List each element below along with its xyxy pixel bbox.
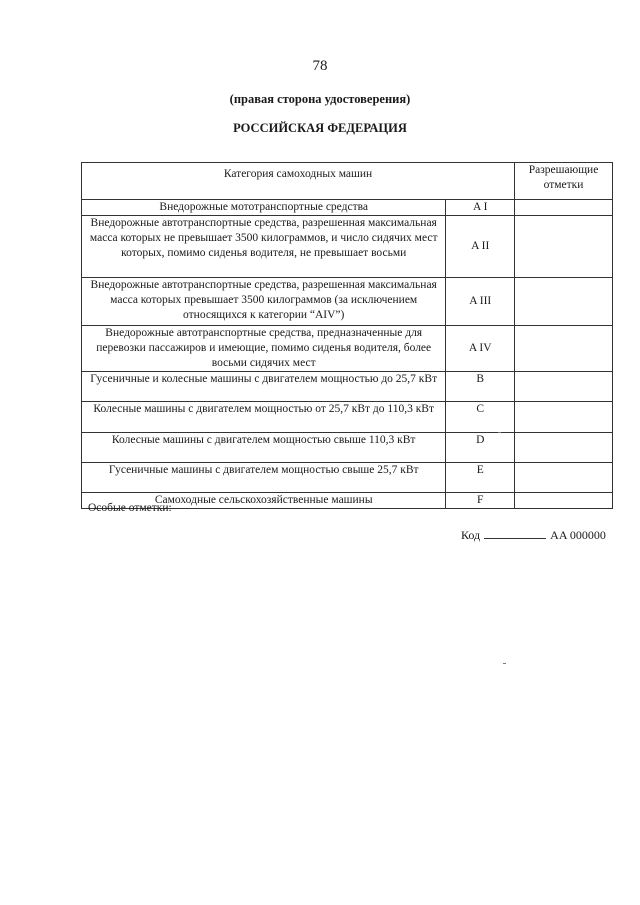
row-description: Колесные машины с двигателем мощностью свыше 110,3 кВт [82,433,446,463]
row-category-code: A III [446,278,515,326]
header-category: Категория самоходных машин [82,163,515,200]
code-value: AA 000000 [550,528,606,542]
row-description: Гусеничные и колесные машины с двигателем мощностью до 25,7 кВт [82,372,446,402]
row-category-code: E [446,463,515,493]
row-category-code: D [446,433,515,463]
row-description: Самоходные сельскохозяйственные машины [82,493,446,509]
document-title: РОССИЙСКАЯ ФЕДЕРАЦИЯ [233,121,407,135]
row-mark-cell [515,326,613,372]
table-row [82,433,613,463]
row-mark-cell [515,463,613,493]
row-description: Внедорожные автотранспортные средства, разрешенная максимальная масса которых превышает 3500 килограммов (за исключением относящихся к категории “AIV”) [82,278,446,326]
row-mark-cell [515,372,613,402]
row-mark-cell [515,433,613,463]
row-category-code: A II [446,216,515,278]
table-row [82,326,613,372]
code-blank-line [484,528,546,539]
row-category-code: A I [446,200,515,216]
row-mark-cell [515,493,613,509]
page-number: 78 [312,58,328,74]
row-description: Внедорожные автотранспортные средства, предназначенные для перевозки пассажиров и имеющие, помимо сиденья водителя, более восьми сидячих мест [82,326,446,372]
row-category-code: C [446,402,515,433]
row-mark-cell [515,216,613,278]
row-description: Внедорожные автотранспортные средства, разрешенная максимальная масса которых не превышает 3500 килограммов, и число сидячих мест которых, помимо сиденья водителя, не превышает восьми [82,216,446,278]
document-code [461,528,606,543]
table-row [82,216,613,278]
special-notes-label: Особые отметки: [88,502,172,514]
category-table [81,162,613,509]
header-marks: Разрешающие отметки [515,163,613,200]
row-description: Гусеничные машины с двигателем мощностью свыше 25,7 кВт [82,463,446,493]
table-header-row [82,163,613,200]
row-mark-cell [515,402,613,433]
code-label: Код [461,528,481,542]
row-mark-cell [515,200,613,216]
row-category-code: B [446,372,515,402]
table-row [82,372,613,402]
document-subtitle: (правая сторона удостоверения) [229,92,411,106]
scan-speck [498,432,501,433]
row-mark-cell [515,278,613,326]
row-description: Колесные машины с двигателем мощностью от 25,7 кВт до 110,3 кВт [82,402,446,433]
row-category-code: F [446,493,515,509]
table-row [82,463,613,493]
row-category-code: A IV [446,326,515,372]
table-row [82,200,613,216]
table-row [82,278,613,326]
table-row [82,402,613,433]
row-description: Внедорожные мототранспортные средства [82,200,446,216]
scan-speck [503,663,506,664]
